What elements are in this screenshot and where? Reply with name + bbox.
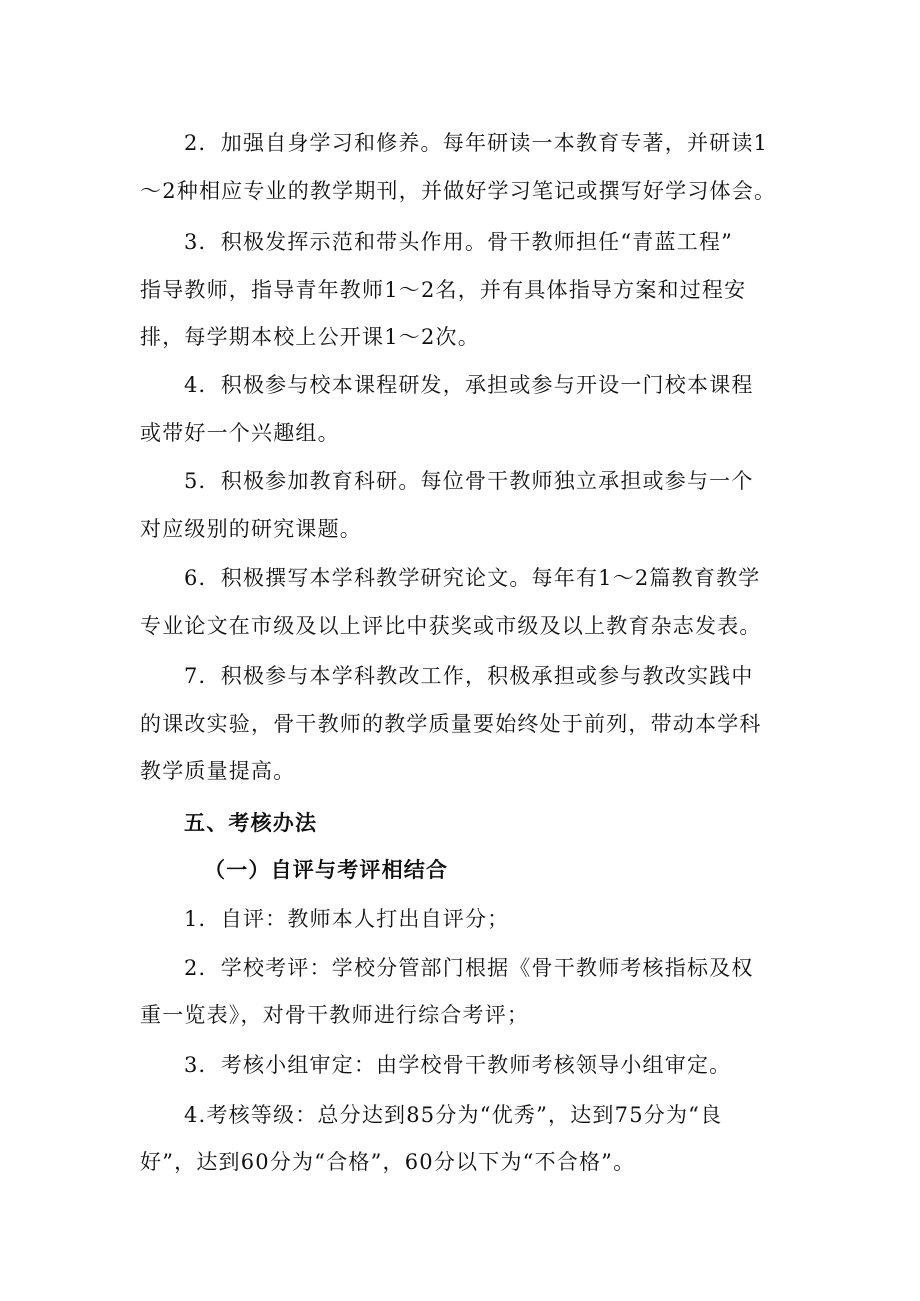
item-6-line-2: 专业论文在市级及以上评比中获奖或市级及以上教育杂志发表。 [140,614,762,638]
item-7-line-1: 7．积极参与本学科教改工作，积极承担或参与教改实践中 [184,664,754,688]
item-3-line-2: 指导教师，指导青年教师1～2名，并有具体指导方案和过程安 [140,278,747,302]
assess-1-line: 1．自评：教师本人打出自评分； [184,907,510,931]
assess-4-line-1: 4.考核等级：总分达到85分为“优秀”，达到75分为“良 [184,1103,723,1127]
item-5-line-1: 5．积极参加教育科研。每位骨干教师独立承担或参与一个 [184,469,754,493]
item-5-line-2: 对应级别的研究课题。 [140,517,362,541]
item-3-line-1: 3．积极发挥示范和带头作用。骨干教师担任“青蓝工程” [184,230,734,254]
item-3-line-3: 排，每学期本校上公开课1～2次。 [140,325,480,349]
subsection-1-heading: （一）自评与考评相结合 [204,858,449,882]
item-7-line-3: 教学质量提高。 [140,759,296,783]
item-6-line-1: 6．积极撰写本学科教学研究论文。每年有1～2篇教育教学 [184,566,761,590]
item-4-line-2: 或带好一个兴趣组。 [140,421,340,445]
item-7-line-2: 的课改实验，骨干教师的教学质量要始终处于前列，带动本学科 [140,712,762,736]
item-2-line-2: ～2种相应专业的教学期刊，并做好学习笔记或撰写好学习体会。 [140,179,777,203]
section-5-heading: 五、考核办法 [184,811,318,835]
assess-2-line-1: 2．学校考评：学校分管部门根据《骨干教师考核指标及权 [184,956,754,980]
item-2-line-1: 2．加强自身学习和修养。每年研读一本教育专著，并研读1 [184,131,769,155]
item-4-line-1: 4．积极参与校本课程研发，承担或参与开设一门校本课程 [184,373,754,397]
assess-3-line: 3．考核小组审定：由学校骨干教师考核领导小组审定。 [184,1053,732,1077]
assess-4-line-2: 好”，达到60分为“合格”，60分以下为“不合格”。 [140,1150,636,1174]
assess-2-line-2: 重一览表》，对骨干教师进行综合考评； [140,1003,530,1027]
